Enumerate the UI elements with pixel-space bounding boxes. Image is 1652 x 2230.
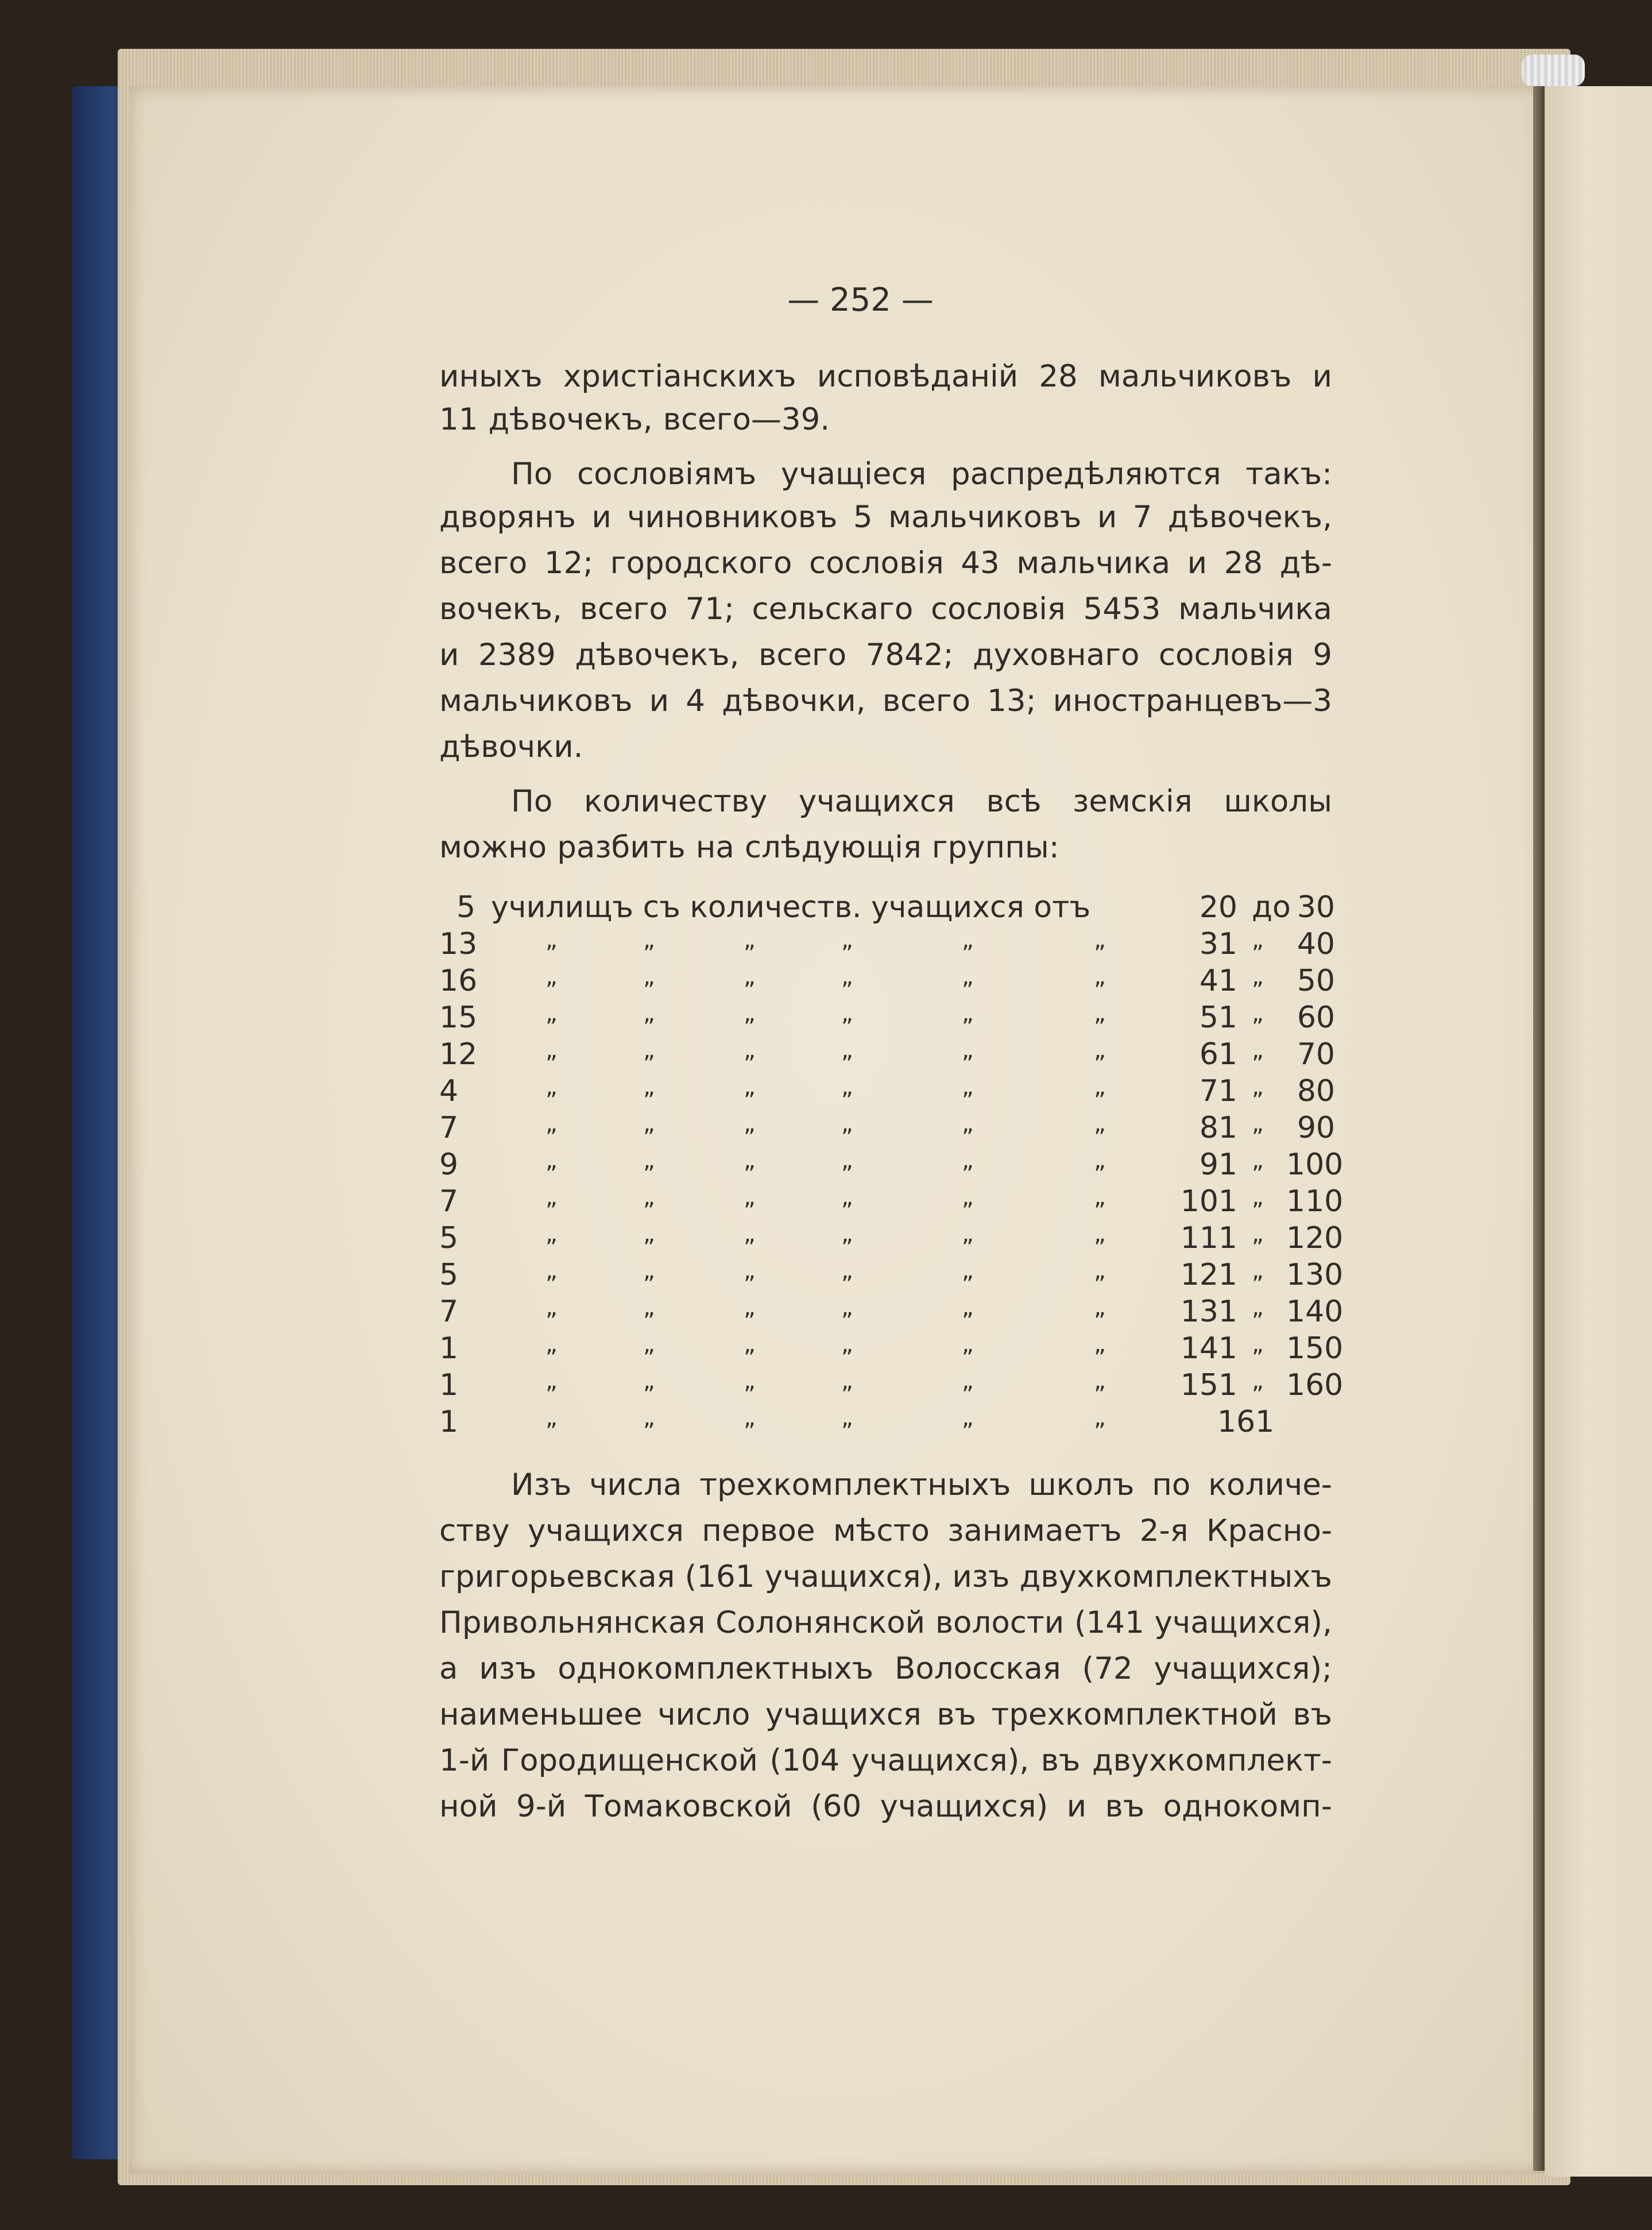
range-from: 151 — [1180, 1368, 1237, 1402]
ditto-mark: „ — [643, 927, 655, 953]
word: и — [1066, 1789, 1087, 1824]
ditto-mark: „ — [1252, 1221, 1264, 1247]
table-row — [451, 890, 1335, 927]
ditto-mark: „ — [1094, 927, 1106, 953]
range-from: 111 — [1180, 1221, 1237, 1255]
table-row — [439, 964, 1335, 1000]
ditto-mark: „ — [643, 1184, 655, 1211]
word: и — [649, 683, 670, 718]
range-from: 91 — [1199, 1147, 1237, 1182]
ditto-mark: „ — [841, 1405, 853, 1431]
row-count: 7 — [439, 1111, 459, 1145]
word: изъ — [479, 1651, 537, 1686]
ditto-mark: „ — [1094, 1037, 1106, 1064]
word: 12; — [544, 546, 594, 581]
word: дѣвочекъ, — [1167, 500, 1332, 535]
ditto-mark: „ — [545, 1368, 558, 1394]
ditto-mark: „ — [962, 1111, 974, 1137]
table-row — [439, 1000, 1335, 1037]
ditto-mark: „ — [1252, 1074, 1264, 1100]
word: Волосская — [894, 1651, 1061, 1686]
body2-line — [439, 1697, 1332, 1743]
word: двухкомплектныхъ — [1019, 1559, 1332, 1594]
ditto-mark: „ — [744, 1294, 756, 1321]
word: мальчиковъ — [439, 683, 633, 718]
word: дѣвочекъ, — [575, 637, 740, 673]
word: сельскаго — [752, 592, 914, 627]
word: число — [657, 1697, 750, 1732]
ditto-mark: „ — [1252, 1258, 1264, 1284]
word: 9-й — [516, 1789, 567, 1824]
range-from: 20 — [1199, 890, 1237, 925]
word: исповѣданій — [817, 359, 1019, 394]
ditto-mark: „ — [744, 1000, 756, 1027]
word: учащихся), — [764, 1559, 943, 1594]
ditto-mark: „ — [962, 1405, 974, 1431]
word: первое — [702, 1513, 815, 1548]
word: можно — [439, 830, 547, 865]
word: учащихся — [765, 1697, 922, 1732]
body-line — [439, 500, 1332, 546]
row-count: 4 — [439, 1074, 459, 1108]
word: земскія — [1073, 784, 1193, 819]
ditto-mark: „ — [1252, 1037, 1264, 1064]
word: въ — [1293, 1697, 1332, 1732]
word: ству — [439, 1513, 510, 1548]
word: мальчика — [1016, 546, 1171, 581]
table-row — [439, 1221, 1344, 1258]
ditto-mark: „ — [1252, 927, 1264, 953]
range-from: 81 — [1199, 1111, 1237, 1145]
ditto-mark: „ — [962, 964, 974, 990]
body2-line — [511, 1467, 1332, 1513]
row-count: 5 — [439, 1258, 459, 1292]
ditto-mark: „ — [1094, 1184, 1106, 1211]
ditto-mark: „ — [545, 1221, 558, 1247]
ditto-mark: „ — [643, 964, 655, 990]
row-count: 7 — [439, 1184, 459, 1219]
body2-line — [439, 1743, 1332, 1789]
ditto-mark: „ — [744, 1221, 756, 1247]
ditto-mark: „ — [962, 1221, 974, 1247]
body-line — [511, 457, 1332, 503]
ditto-mark: „ — [643, 1111, 655, 1137]
word: изъ — [952, 1559, 1010, 1594]
ditto-mark: „ — [841, 1037, 853, 1064]
ditto-mark: „ — [545, 1111, 558, 1137]
word: разбить — [557, 830, 686, 865]
word: слѣдующія — [744, 830, 922, 865]
range-to: 110 — [1286, 1184, 1344, 1219]
word: такъ: — [1245, 457, 1332, 492]
word: 9 — [1313, 637, 1332, 673]
word: 2-я — [1139, 1513, 1189, 1548]
word: дѣвочки, — [722, 683, 866, 718]
word: въ — [1040, 1743, 1081, 1778]
ditto-mark: „ — [841, 927, 853, 953]
range-from: 131 — [1180, 1294, 1237, 1329]
ditto-mark: „ — [1094, 1221, 1106, 1247]
word: распредѣляются — [950, 457, 1221, 492]
facing-page — [1545, 86, 1652, 2177]
ditto-mark: „ — [1252, 964, 1264, 990]
row-count: 7 — [439, 1294, 459, 1329]
ditto-mark: „ — [1252, 1111, 1264, 1137]
range-from: 31 — [1199, 927, 1237, 961]
row-count: 12 — [439, 1037, 478, 1072]
range-to: 150 — [1286, 1331, 1344, 1366]
ditto-mark: „ — [841, 1147, 853, 1174]
ditto-mark: „ — [545, 1074, 558, 1100]
range-to: 50 — [1297, 964, 1335, 998]
row-count: 1 — [439, 1331, 459, 1366]
ditto-mark: „ — [744, 1074, 756, 1100]
range-from: 71 — [1199, 1074, 1237, 1108]
word: сословія — [930, 592, 1066, 627]
body2-line — [439, 1651, 1332, 1697]
word: городского — [610, 546, 792, 581]
table-row — [439, 1405, 1335, 1441]
ditto-mark: „ — [545, 927, 558, 953]
range-do: до — [1252, 890, 1291, 925]
ditto-mark: „ — [962, 1000, 974, 1027]
body-line — [439, 592, 1332, 637]
ditto-mark: „ — [643, 1147, 655, 1174]
word: мѣсто — [833, 1513, 930, 1548]
ditto-mark: „ — [643, 1221, 655, 1247]
word: 11 — [439, 402, 478, 437]
word: всего — [579, 592, 668, 627]
word: 2389 — [478, 637, 556, 673]
ditto-mark: „ — [545, 1258, 558, 1284]
word: 28 — [1224, 546, 1263, 581]
ditto-mark: „ — [744, 964, 756, 990]
ditto-mark: „ — [744, 1111, 756, 1137]
word: въ — [937, 1697, 976, 1732]
range-from: 61 — [1199, 1037, 1237, 1072]
word: всего—39. — [663, 402, 830, 437]
ditto-mark: „ — [1252, 1147, 1264, 1174]
ditto-mark: „ — [841, 1258, 853, 1284]
ditto-mark: „ — [1094, 1294, 1106, 1321]
word: и — [439, 637, 459, 673]
word: всего — [758, 637, 847, 673]
range-to: 90 — [1297, 1111, 1335, 1145]
word: наименьшее — [439, 1697, 643, 1732]
word: 7842; — [865, 637, 954, 673]
word: мальчиковъ — [1098, 359, 1292, 394]
ditto-mark: „ — [1252, 1331, 1264, 1358]
ditto-mark: „ — [643, 1037, 655, 1064]
word: вочекъ, — [439, 592, 562, 627]
range-from: 51 — [1199, 1000, 1237, 1035]
ditto-mark: „ — [841, 1368, 853, 1394]
word: По — [511, 784, 553, 819]
row-count: 9 — [439, 1147, 459, 1182]
word: занимаетъ — [947, 1513, 1122, 1548]
ditto-mark: „ — [1094, 1111, 1106, 1137]
table-row — [439, 1184, 1344, 1221]
table-row — [439, 1147, 1344, 1184]
ditto-mark: „ — [841, 1184, 853, 1211]
ditto-mark: „ — [545, 1037, 558, 1064]
word: 71; — [685, 592, 734, 627]
row-text: училищъ съ количеств. учащихся отъ — [491, 890, 1091, 925]
word: и — [1312, 359, 1332, 394]
word: 13; — [987, 683, 1036, 718]
word: двухкомплект- — [1092, 1743, 1332, 1778]
range-to: 100 — [1286, 1147, 1344, 1182]
word: и — [1187, 546, 1208, 581]
table-row — [439, 927, 1335, 964]
ditto-mark: „ — [1094, 1258, 1106, 1284]
ditto-mark: „ — [744, 1368, 756, 1394]
word: школы — [1224, 784, 1332, 819]
ditto-mark: „ — [643, 1000, 655, 1027]
ditto-mark: „ — [1252, 1000, 1264, 1027]
ditto-mark: „ — [744, 1405, 756, 1431]
ditto-mark: „ — [545, 1405, 558, 1431]
ditto-mark: „ — [841, 1111, 853, 1137]
word: а — [439, 1651, 458, 1686]
ditto-mark: „ — [545, 1331, 558, 1358]
ditto-mark: „ — [1094, 1074, 1106, 1100]
word: иныхъ — [439, 359, 543, 394]
word: въ — [1105, 1789, 1145, 1824]
ditto-mark: „ — [1094, 1368, 1106, 1394]
ditto-mark: „ — [1094, 1331, 1106, 1358]
range-to: 70 — [1297, 1037, 1335, 1072]
word: всѣ — [986, 784, 1042, 819]
word: мальчиковъ — [888, 500, 1082, 535]
ditto-mark: „ — [1252, 1184, 1264, 1211]
ditto-mark: „ — [744, 1184, 756, 1211]
ditto-mark: „ — [962, 1368, 974, 1394]
body-line — [439, 546, 1332, 592]
row-count: 5 — [456, 890, 476, 925]
ditto-mark: „ — [643, 1405, 655, 1431]
word: учащихся — [798, 784, 955, 819]
body-line — [439, 729, 1332, 775]
word: (72 — [1082, 1651, 1133, 1686]
body2-line — [439, 1605, 1332, 1651]
word: 1-й — [439, 1743, 490, 1778]
word: Привольнянская — [439, 1605, 706, 1640]
word: Красно- — [1206, 1513, 1332, 1548]
ditto-mark: „ — [643, 1331, 655, 1358]
word: христіанскихъ — [563, 359, 796, 394]
word: (60 — [811, 1789, 862, 1824]
range-from: 41 — [1199, 964, 1237, 998]
word: и — [591, 500, 612, 535]
ditto-mark: „ — [744, 1258, 756, 1284]
word: сословія — [808, 546, 944, 581]
range-to: 30 — [1297, 890, 1335, 925]
row-count: 1 — [439, 1405, 459, 1439]
ditto-mark: „ — [962, 1258, 974, 1284]
word: чиновниковъ — [627, 500, 838, 535]
row-count: 16 — [439, 964, 478, 998]
row-count: 5 — [439, 1221, 459, 1255]
body-line — [511, 784, 1332, 830]
table-row — [439, 1368, 1344, 1405]
body-line — [439, 402, 1332, 448]
ditto-mark: „ — [962, 1074, 974, 1100]
ditto-mark: „ — [744, 1331, 756, 1358]
word: 43 — [961, 546, 1000, 581]
ditto-mark: „ — [962, 927, 974, 953]
range-to: 40 — [1297, 927, 1335, 961]
word: дѣвочки. — [439, 729, 583, 764]
body2-line — [439, 1559, 1332, 1605]
word: дѣ- — [1279, 546, 1332, 581]
word: однокомп- — [1163, 1789, 1332, 1824]
word: учащихся), — [851, 1743, 1030, 1778]
table-row — [439, 1258, 1344, 1294]
ditto-mark: „ — [545, 1294, 558, 1321]
word: духовнаго — [972, 637, 1140, 673]
word: количе- — [1208, 1467, 1332, 1502]
word: учащіеся — [780, 457, 927, 492]
body-line — [439, 637, 1332, 683]
ditto-mark: „ — [962, 1294, 974, 1321]
ditto-mark: „ — [643, 1368, 655, 1394]
ditto-mark: „ — [1094, 964, 1106, 990]
body2-line — [439, 1789, 1332, 1835]
ditto-mark: „ — [545, 1147, 558, 1174]
range-from: 101 — [1180, 1184, 1237, 1219]
word: По — [511, 457, 553, 492]
word: сословіямъ — [577, 457, 757, 492]
word: волости — [935, 1605, 1065, 1640]
word: дворянъ — [439, 500, 576, 535]
word: учащихся); — [1154, 1651, 1332, 1686]
ditto-mark: „ — [744, 927, 756, 953]
ditto-mark: „ — [643, 1074, 655, 1100]
ditto-mark: „ — [962, 1037, 974, 1064]
word: 5 — [853, 500, 873, 535]
table-row — [439, 1074, 1335, 1111]
ditto-mark: „ — [643, 1294, 655, 1321]
word: количеству — [583, 784, 768, 819]
word: иностранцевъ—3 — [1053, 683, 1332, 718]
body-line — [439, 359, 1332, 405]
ditto-mark: „ — [962, 1331, 974, 1358]
range-to: 120 — [1286, 1221, 1344, 1255]
range-to: 130 — [1286, 1258, 1344, 1292]
ditto-mark: „ — [841, 1294, 853, 1321]
word: (161 — [684, 1559, 755, 1594]
word: 5453 — [1083, 592, 1161, 627]
word: учащихся — [528, 1513, 684, 1548]
body-line — [439, 830, 1332, 876]
ditto-mark: „ — [545, 1184, 558, 1211]
word: Томаковской — [585, 1789, 792, 1824]
range-to: 80 — [1297, 1074, 1335, 1108]
word: на — [695, 830, 734, 865]
word: григорьевская — [439, 1559, 675, 1594]
row-count: 1 — [439, 1368, 459, 1402]
book-gutter — [1533, 80, 1545, 2171]
word: всего — [882, 683, 971, 718]
page-number: — 252 — — [787, 281, 934, 319]
range-from: 141 — [1180, 1331, 1237, 1366]
ditto-mark: „ — [545, 964, 558, 990]
ditto-mark: „ — [841, 1074, 853, 1100]
word: (141 — [1074, 1605, 1144, 1640]
ditto-mark: „ — [962, 1147, 974, 1174]
range-to: 60 — [1297, 1000, 1335, 1035]
word: однокомплектныхъ — [558, 1651, 874, 1686]
word: дѣвочекъ, — [488, 402, 653, 437]
row-count: 15 — [439, 1000, 478, 1035]
ditto-mark: „ — [1252, 1294, 1264, 1321]
word: сословія — [1158, 637, 1294, 673]
ditto-mark: „ — [841, 1221, 853, 1247]
range-to: 160 — [1286, 1368, 1344, 1402]
body2-line — [439, 1513, 1332, 1559]
table-row — [439, 1037, 1335, 1074]
ditto-mark: „ — [1094, 1000, 1106, 1027]
word: (104 — [769, 1743, 840, 1778]
word: 4 — [686, 683, 705, 718]
body-line — [439, 683, 1332, 729]
table-row — [439, 1294, 1344, 1331]
word: всего — [439, 546, 528, 581]
ditto-mark: „ — [841, 1000, 853, 1027]
bookmark-ribbon — [1522, 55, 1585, 86]
word: Изъ — [511, 1467, 572, 1502]
word: ной — [439, 1789, 498, 1824]
word: по — [1152, 1467, 1191, 1502]
word: Солонянской — [715, 1605, 926, 1640]
table-row — [439, 1111, 1335, 1147]
range-to: 140 — [1286, 1294, 1344, 1329]
ditto-mark: „ — [841, 964, 853, 990]
word: школъ — [1028, 1467, 1135, 1502]
word: и — [1097, 500, 1117, 535]
ditto-mark: „ — [1252, 1368, 1264, 1394]
table-row — [439, 1331, 1344, 1368]
word: 7 — [1132, 500, 1152, 535]
word: учащихся) — [880, 1789, 1049, 1824]
ditto-mark: „ — [1094, 1147, 1106, 1174]
word: 28 — [1039, 359, 1078, 394]
word: учащихся), — [1154, 1605, 1332, 1640]
ditto-mark: „ — [643, 1258, 655, 1284]
ditto-mark: „ — [841, 1331, 853, 1358]
word: группы: — [931, 830, 1059, 865]
word: трехкомплектной — [991, 1697, 1278, 1732]
row-count: 13 — [439, 927, 478, 961]
ditto-mark: „ — [744, 1147, 756, 1174]
range-from: 121 — [1180, 1258, 1237, 1292]
range-to: 161 — [1217, 1405, 1275, 1439]
word: Городищенской — [501, 1743, 758, 1778]
ditto-mark: „ — [1094, 1405, 1106, 1431]
word: числа — [589, 1467, 682, 1502]
ditto-mark: „ — [744, 1037, 756, 1064]
ditto-mark: „ — [545, 1000, 558, 1027]
ditto-mark: „ — [962, 1184, 974, 1211]
word: мальчика — [1178, 592, 1332, 627]
word: трехкомплектныхъ — [699, 1467, 1011, 1502]
